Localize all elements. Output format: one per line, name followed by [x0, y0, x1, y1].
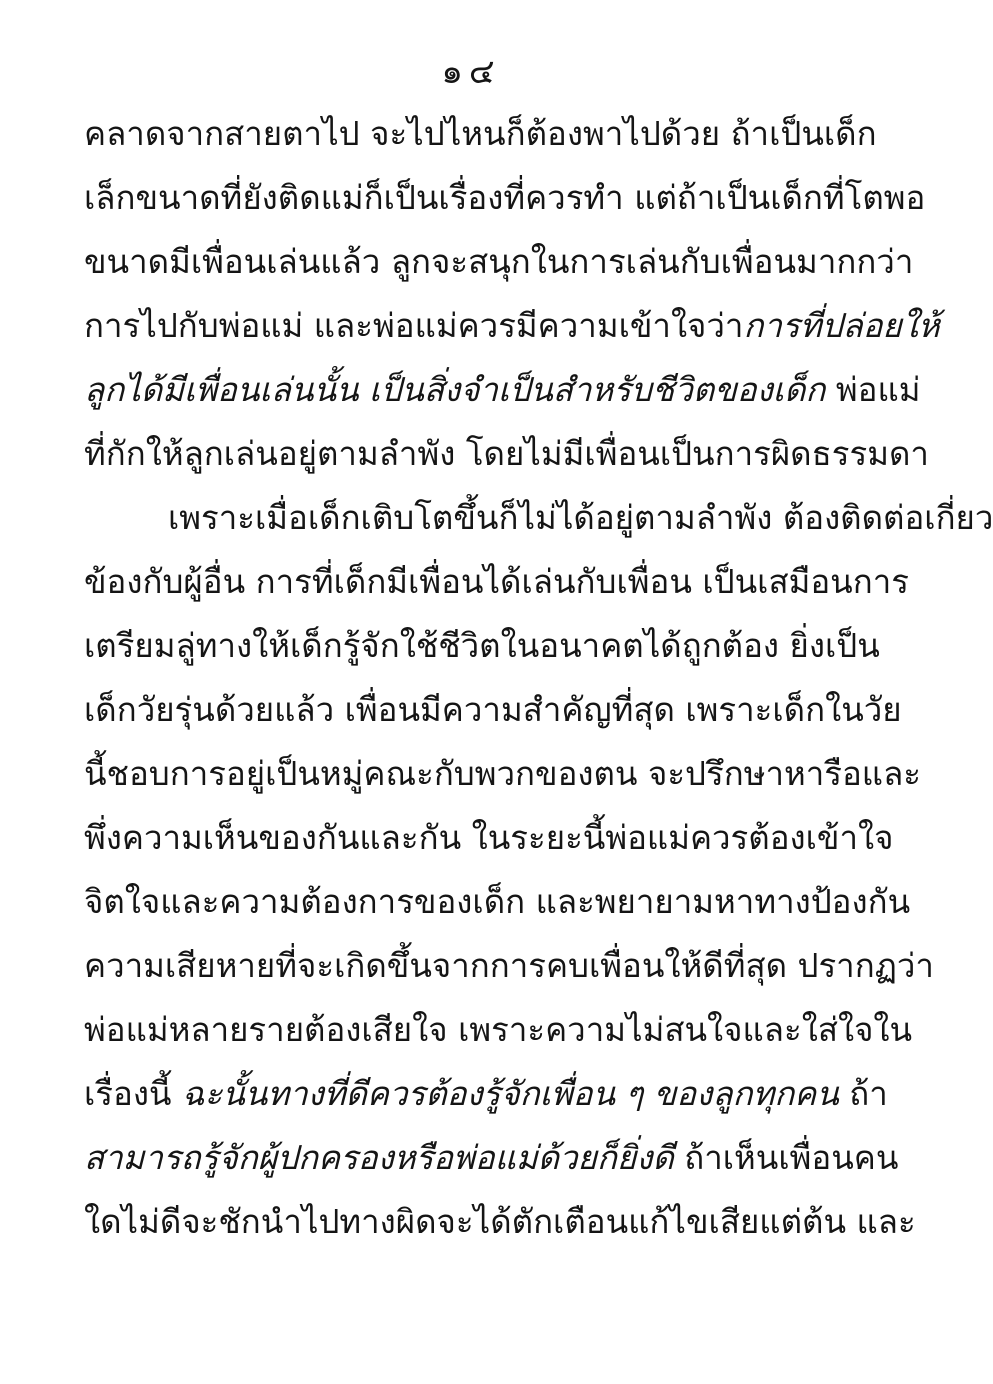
emphasized-text: ฉะนั้นทางที่ดีควรต้องรู้จักเพื่อน ๆ ของลูกทุกคน: [182, 1074, 839, 1113]
emphasized-text: การที่ปล่อยให้: [743, 306, 940, 345]
text-line: [84, 358, 921, 422]
text-line: [84, 422, 929, 486]
text-segment: นี้ชอบการอยู่เป็นหมู่คณะกับพวกของตน จะปรึกษาหารือและ: [84, 754, 922, 793]
text-line: [84, 1062, 888, 1126]
text-segment: พ่อแม่: [825, 370, 921, 409]
emphasized-text: สามารถรู้จักผู้ปกครองหรือพ่อแม่ด้วยก็ยิ่งดี: [84, 1138, 674, 1177]
page-number: ๑๔: [441, 52, 501, 92]
text-line: [84, 102, 877, 166]
text-line: [84, 678, 902, 742]
text-line: [84, 486, 993, 550]
text-segment: ขนาดมีเพื่อนเล่นแล้ว ลูกจะสนุกในการเล่นกับเพื่อนมากกว่า: [84, 242, 914, 281]
text-segment: ถ้าเห็นเพื่อนคน: [673, 1138, 899, 1177]
text-line: [84, 230, 914, 294]
text-line: [84, 294, 940, 358]
text-line: [84, 1190, 916, 1254]
text-segment: จิตใจและความต้องการของเด็ก และพยายามหาทางป้องกัน: [84, 882, 911, 921]
text-line: [84, 806, 894, 870]
emphasized-text: ลูกได้มีเพื่อนเล่นนั้น เป็นสิ่งจำเป็นสำหรับชีวิตของเด็ก: [84, 370, 826, 409]
text-line: [84, 614, 880, 678]
text-segment: เพราะเมื่อเด็กเติบโตขึ้นก็ไม่ได้อยู่ตามลำพัง ต้องติดต่อเกี่ยว: [168, 498, 993, 537]
text-line: [84, 870, 911, 934]
text-line: [84, 1126, 899, 1190]
text-segment: ข้องกับผู้อื่น การที่เด็กมีเพื่อนได้เล่นกับเพื่อน เป็นเสมือนการ: [84, 562, 909, 601]
text-segment: การไปกับพ่อแม่ และพ่อแม่ควรมีความเข้าใจว่า: [84, 306, 744, 345]
text-line: [84, 742, 922, 806]
text-segment: ใดไม่ดีจะชักนำไปทางผิดจะได้ตักเตือนแก้ไขเสียแต่ต้น และ: [84, 1202, 916, 1241]
text-line: [84, 550, 909, 614]
text-segment: เรื่องนี้: [84, 1074, 182, 1113]
body-text: [84, 102, 993, 1254]
text-segment: ที่กักให้ลูกเล่นอยู่ตามลำพัง โดยไม่มีเพื่อนเป็นการผิดธรรมดา: [84, 434, 929, 473]
text-segment: เตรียมลู่ทางให้เด็กรู้จักใช้ชีวิตในอนาคตได้ถูกต้อง ยิ่งเป็น: [84, 626, 880, 665]
text-line: [84, 998, 913, 1062]
text-segment: ถ้า: [838, 1074, 888, 1113]
text-segment: คลาดจากสายตาไป จะไปไหนก็ต้องพาไปด้วย ถ้าเป็นเด็ก: [84, 114, 877, 153]
text-segment: เล็กขนาดที่ยังติดแม่ก็เป็นเรื่องที่ควรทำ แต่ถ้าเป็นเด็กที่โตพอ: [84, 178, 926, 217]
text-segment: พึ่งความเห็นของกันและกัน ในระยะนี้พ่อแม่ควรต้องเข้าใจ: [84, 818, 894, 857]
text-line: [84, 166, 926, 230]
text-line: [84, 934, 934, 998]
text-segment: เด็กวัยรุ่นด้วยแล้ว เพื่อนมีความสำคัญที่สุด เพราะเด็กในวัย: [84, 690, 902, 729]
text-segment: ความเสียหายที่จะเกิดขึ้นจากการคบเพื่อนให้ดีที่สุด ปรากฏว่า: [84, 946, 934, 985]
text-segment: พ่อแม่หลายรายต้องเสียใจ เพราะความไม่สนใจและใส่ใจใน: [84, 1010, 913, 1049]
